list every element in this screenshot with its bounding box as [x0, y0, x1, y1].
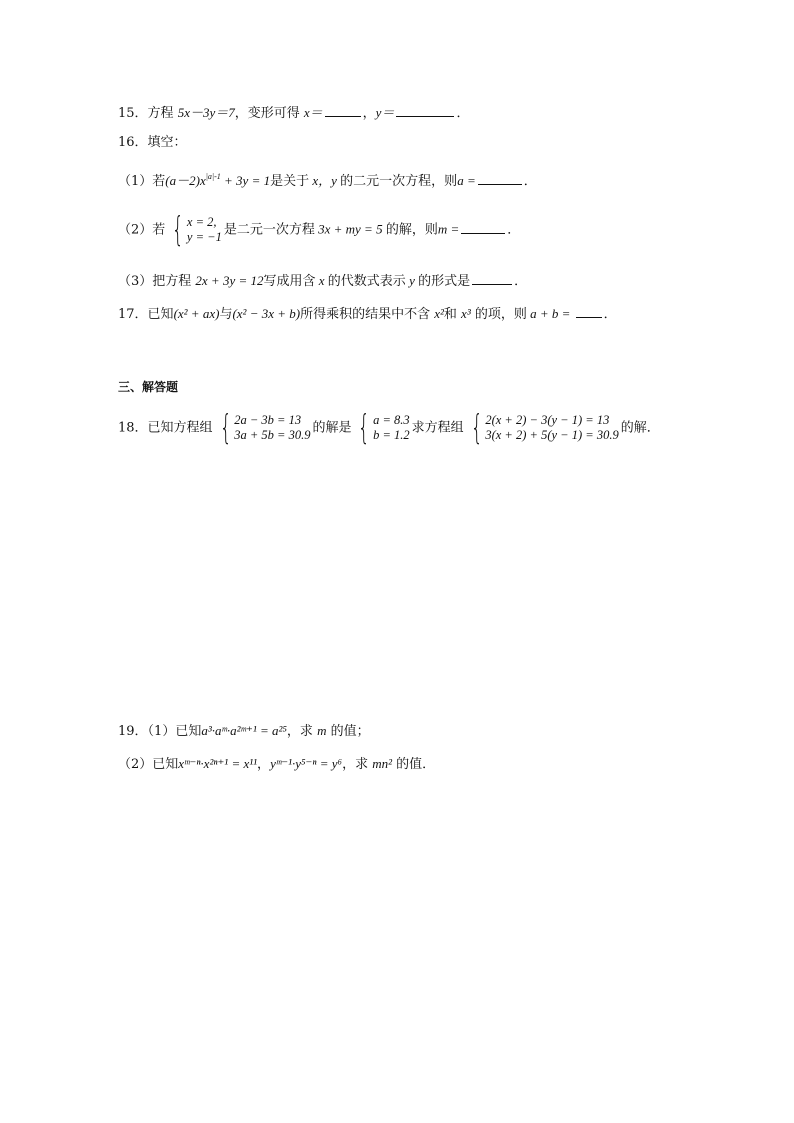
- equation: 2x + 3y = 12: [195, 273, 264, 288]
- answer-label: a + b =: [526, 306, 574, 321]
- term: x³: [461, 306, 471, 321]
- question-text: 方程: [147, 106, 178, 121]
- answer-blank-y[interactable]: [396, 104, 454, 117]
- brace-icon: {: [358, 408, 371, 448]
- question-16: [118, 134, 187, 152]
- expression: xᵐ⁻ⁿ·x²ⁿ⁺¹ = x¹¹: [178, 756, 258, 771]
- answer-blank[interactable]: [576, 305, 602, 318]
- answer-blank-x[interactable]: [325, 104, 361, 117]
- answer-blank[interactable]: [478, 172, 522, 185]
- question-text: ，变形可得: [234, 106, 304, 121]
- question-text: 的解是: [312, 420, 352, 436]
- answer-blank[interactable]: [472, 272, 512, 285]
- question-number: 15．: [118, 106, 148, 121]
- brace-icon: {: [219, 408, 232, 448]
- expression: a³·aᵐ·a²ᵐ⁺¹ = a²⁵: [201, 723, 287, 738]
- equation: 5x－3y＝7: [177, 105, 235, 120]
- question-text: 写成用含: [263, 274, 316, 289]
- question-number: 19．: [118, 724, 148, 739]
- y-answer-label: y＝: [375, 105, 395, 120]
- separator: ，: [362, 106, 376, 121]
- system-row: b = 1.2: [373, 428, 410, 442]
- question-text: 的项，则: [470, 307, 527, 322]
- question-16-part-2: [118, 210, 521, 250]
- part-label: （1）已知: [147, 724, 202, 739]
- answer-blank[interactable]: [461, 221, 505, 234]
- question-text: 是关于: [270, 174, 310, 189]
- question-text: ，求: [286, 724, 318, 739]
- expression: yᵐ⁻¹·y⁵⁻ⁿ = y⁶: [270, 756, 343, 771]
- question-text: 的值；: [326, 724, 370, 739]
- variable: y: [405, 273, 419, 288]
- question-number: 18．: [118, 420, 148, 436]
- question-text: 所得乘积的结果中不含: [300, 307, 435, 322]
- part-label: （3）把方程: [118, 274, 196, 289]
- equation-system: [215, 408, 311, 448]
- question-19-part-2: [118, 755, 435, 774]
- question-text: 是二元一次方程: [223, 222, 315, 238]
- question-text: 的值．: [392, 757, 436, 772]
- question-19-part-1: [118, 722, 370, 741]
- system-row: x = 2,: [186, 215, 217, 229]
- factor: (x² + ax): [173, 306, 220, 321]
- factor: (x² − 3x + b): [232, 306, 301, 321]
- system-row: 2(x + 2) − 3(y − 1) = 13: [485, 413, 610, 427]
- question-text: 已知: [147, 307, 174, 322]
- part-label: （2）若: [118, 222, 166, 238]
- question-16-part-3: [118, 272, 527, 291]
- exponent: |a|-1: [205, 172, 221, 181]
- system-row: 2a − 3b = 13: [234, 413, 302, 427]
- question-text: 的形式是: [418, 274, 471, 289]
- part-label: （1）若: [118, 174, 166, 189]
- brace-icon: {: [172, 210, 185, 250]
- expression: mn²: [372, 756, 393, 771]
- system-row: 3a + 5b = 30.9: [234, 428, 311, 442]
- expression: (a－2)x: [165, 173, 206, 188]
- question-number: 17．: [118, 307, 148, 322]
- equation: 3x + my = 5: [314, 221, 386, 237]
- brace-icon: {: [470, 408, 483, 448]
- period: ．: [523, 174, 537, 189]
- x-answer-label: x＝: [303, 105, 323, 120]
- equation-system: [167, 210, 222, 250]
- question-text: 的解，则: [385, 222, 438, 238]
- solution-system: [353, 408, 410, 448]
- question-18: [118, 408, 660, 448]
- separator: ，: [257, 757, 271, 772]
- system-row: a = 8.3: [373, 413, 410, 427]
- section-title: 三、解答题: [118, 380, 179, 394]
- question-text: 的二元一次方程，则: [340, 174, 458, 189]
- question-text: 的代数式表示: [327, 274, 406, 289]
- question-15: [118, 104, 469, 123]
- period: ．: [603, 307, 617, 322]
- part-label: （2）已知: [118, 757, 179, 772]
- period: ．: [507, 222, 521, 238]
- variable: m: [317, 723, 327, 738]
- variables: x，y: [309, 173, 341, 188]
- question-number: 16．: [118, 135, 148, 150]
- question-text: 与: [219, 307, 233, 322]
- system-row: 3(x + 2) + 5(y − 1) = 30.9: [485, 428, 619, 442]
- question-17: [118, 305, 617, 324]
- question-title: 填空：: [147, 135, 187, 150]
- term: x²: [434, 306, 444, 321]
- question-text: 的解．: [620, 420, 660, 436]
- variable: x: [315, 273, 328, 288]
- question-text: 求方程组: [411, 420, 464, 436]
- period: ．: [514, 274, 528, 289]
- question-text: ，求: [342, 757, 373, 772]
- period: ．: [456, 106, 470, 121]
- question-text: 和: [443, 307, 462, 322]
- equation-system: [466, 408, 619, 448]
- system-row: y = −1: [186, 230, 222, 244]
- question-text: 已知方程组: [147, 420, 213, 436]
- answer-label: m =: [437, 221, 460, 237]
- answer-label: a =: [457, 173, 476, 188]
- question-16-part-1: [118, 172, 537, 191]
- expression-rest: + 3y = 1: [220, 173, 271, 188]
